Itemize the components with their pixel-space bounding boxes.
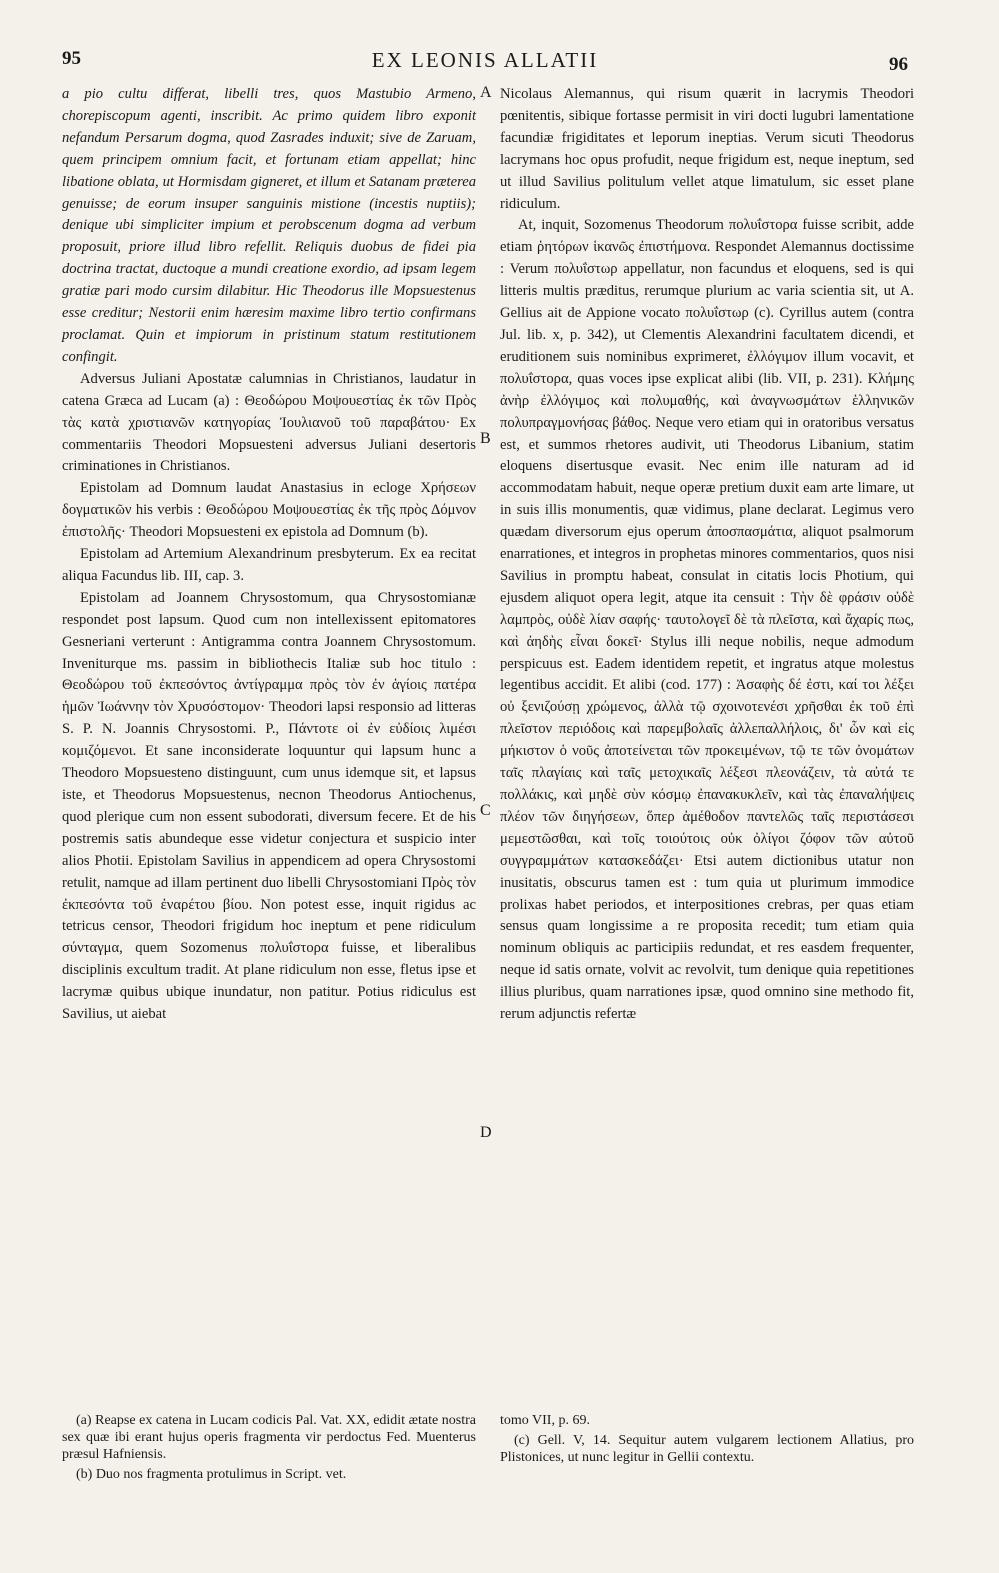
right-paragraph-2: At, inquit, Sozomenus Theodorum πολυΐστορα fuisse scribit, adde etiam ῥητόρων ἱκανῶς ἐπιστήμονα. Respondet Alemannus doctissime : Verum πολυΐστωρ appellatur, non facundus et eloquens, sed is qui litteris multis præditus, rerumque plurium ac varia scientia sit, ut A. Gellius ait de Appione vocato πολυΐστωρ (c). Cyrillus autem (contra Jul. lib. x, p. 342), ut Clementis Alexandrini facultatem dicendi, et eruditionem suis nominibus exprimeret, ἐλλόγιμον illum vocavit, et πολυΐστορα, quas voces ipse explicat alibi (lib. VII, p. 231). Κλήμης ἀνὴρ ἐλλόγιμος καὶ πολυμαθής, καὶ ἀναγνωσμάτων ἑλληνικῶν πολυπραγμονήσας βάθος. Neque vero etiam qui in oratoribus versatus est, et summos rhetores audivit, uti Theodorus Libanium, statim eloquens disertusque evasit. Nec enim ille naturam ad id accommodatam habuit, neque operæ pretium duxit eam arte limare, ut in suis illis monumentis, quæ vidimus, plane declarat. Legimus vero quædam diversorum ejus operum ἀποσπασμάτια, aliquot psalmorum enarrationes, et integros in prophetas minores commentarios, quos nisi Savilius in promptu habeat, consulat in citatis locis Photium, qui ejusdem aliquot opera legit, atque ita censuit : Τὴν δὲ φράσιν οὐδὲ λαμπρὸς, οὐδὲ λίαν σαφής· ταυτολογεῖ δὲ τὰ πλεῖστα, καὶ ἄχαρίς πως, καὶ ἀηδὴς εἶναι δοκεῖ· Stylus illi neque nobilis, neque admodum perspicuus est. Eadem identidem repetit, et ingratus atque molestus legentibus accidit. Et alibi (cod. 177) : Ἀσαφὴς δέ ἐστι, καί τοι λέξει οὐ ξενιζούσῃ χρώμενος, ἀλλὰ τῷ σχοινοτενέσι χρῆσθαι ἐκ τοῦ ἐπὶ πλεῖστον περιόδοις καὶ παρεμβολαῖς ἀλλεπαλλήλοις, δι' ὧν καὶ εἰς μήκιστον ὁ νοῦς ἀποτείνεται τῶν προκειμένων, τῷ τε τῶν ὀνομάτων ταῖς πλαγίαις καὶ ταῖς μετοχικαῖς λέξεσι πλεονάζειν, τὰ αὐτά τε πολλάκις, καὶ μηδὲ σὺν κόσμῳ ἐπανακυκλεῖν, καὶ τὰς ἐπαναλήψεις πλέον τῶν διηγήσεων, ὅπερ ἀμέθοδον παντελῶς ταῖς περιστάσεσι μεμεστῶσθαι, καὶ τοῖς τοιούτοις οὐκ ὀλίγοι ζόφον τῶν αὐτοῦ συγγραμμάτων κατασκεδάζει· Etsi autem dictionibus utatur non inusitatis, obscurus tamen est : tum quia ut plurimum immodice prolixas habet periodos, et interpositiones crebras, per quas etiam sensus quam longissime a re proposita recedit; tum etiam quia nominum obliquis ac participiis redundat, et res easdem frequenter, neque id satis ornate, volvit ac revolvit, tum denique quia repetitiones illius pluribus, quam narrationes ipsæ, quod omnino sine methodo fit, rerum adjunctis refertæ — [500, 217, 914, 1023]
margin-marker-d: D — [480, 1124, 492, 1141]
margin-marker-c: C — [480, 802, 491, 819]
running-header — [62, 48, 908, 82]
margin-marker-b: B — [480, 430, 491, 447]
left-paragraph-1: a pio cultu differat, libelli tres, quos Mastubio Armeno, chorepiscopum agenti, inscribit. Ac primo quidem libro exponit nefandum Persarum dogma, quod Zasrades induxit; sive de Zaruam, quem principem omnium facit, et fortunam etiam appellat; hinc libatione oblata, ut Hormisdam gigneret, et illum et Satanam præterea genuisse; de eorum insuper sanguinis mistione (incestis nuptiis); denique ubi simpliciter impium et perobscenum dogma ad verbum proposuit, priore illud libro refellit. Reliquis duobus de fidei pia doctrina tractat, ductoque a mundi creatione exordio, ad ipsam legem gratiæ pari modo cursim dilabitur. Hic Theodorus ille Mopsuestenus esse creditur; Nestorii enim hæresim maxime libro tertio confirmans proclamat. Quin et impiorum in pristinum statum restitutionem confingit. — [62, 86, 476, 365]
footnote-b: (b) Duo nos fragmenta protulimus in Script. vet. — [76, 1467, 347, 1482]
left-paragraph-2: Adversus Juliani Apostatæ calumnias in Christianos, laudatur in catena Græca ad Lucam (a) : Θεοδώρου Μοψουεστίας ἐκ τῶν Πρὸς τὰς κατὰ χριστιανῶν κατηγορίας Ἰουλιανοῦ τοῦ παραβάτου· Ex commentariis Theodori Mopsuesteni adversus Juliani desertoris criminationes in Christianos. — [62, 370, 476, 475]
footnote-b-continuation: tomo VII, p. 69. — [500, 1413, 590, 1428]
running-title: EX LEONIS ALLATII — [371, 48, 599, 72]
left-paragraph-4: Epistolam ad Artemium Alexandrinum presbyterum. Ex ea recitat aliqua Facundus lib. III, cap. 3. — [62, 546, 476, 584]
left-column — [62, 84, 476, 1026]
left-page-number: 95 — [62, 48, 81, 69]
footnote-c: (c) Gell. V, 14. Sequitur autem vulgarem lectionem Allatius, pro Plistonices, ut nunc legitur in Gellii contextu. — [500, 1433, 914, 1465]
footnotes-left — [62, 1412, 476, 1486]
left-paragraph-3: Epistolam ad Domnum laudat Anastasius in ecloge Χρήσεων δογματικῶν his verbis : Θεοδώρου Μοψουεστίας ἐκ τῆς πρὸς Δόμνον ἐπιστολῆς· Theodori Mopsuesteni ex epistola ad Domnum (b). — [62, 480, 476, 541]
left-paragraph-5: Epistolam ad Joannem Chrysostomum, qua Chrysostomianæ respondet post lapsum. Quod cum non intellexissent epitomatores Gesneriani verterunt : Antigramma contra Joannem Chrysostomum. Inveniturque ms. passim in bibliothecis Italiæ sub hoc titulo : Θεοδώρου τοῦ ἐκπεσόντος ἀντίγραμμα πρὸς τὸν ἐν ἁγίοις πατέρα ἡμῶν Ἰωάννην τὸν Χρυσόστομον· Theodori lapsi responsio ad litteras S. P. N. Joannis Chrysostomi. P., Πάντοτε οἱ ἐν εὐδίοις λιμέσι κομιζόμενοι. Et sane inconsiderate loquuntur qui lapsum hunc a Theodoro Mopsuesteno distinguunt, cum unus idemque sit, et lapsus iste, et Theodorus Mopsuestenus, necnon Theodorus Antiochenus, quod plerique cum non essent subodorati, diversum fecere. Et de his postremis satis abundeque esse videtur conjectura et suspicio inter alios Photii. Epistolam Savilius in appendicem ad opera Chrysostomi retulit, namque ad illam pertinent duo libelli Chrysostomiani Πρὸς τὸν ἐκπεσόντα τοῦ ἐναρέτου βίου. Non potest esse, inquit rigidus ac tetricus censor, Theodori frigidum hoc ineptum et pene ridiculum σύνταγμα, quem Sozomenus πολυΐστορα fuisse, et liberalibus disciplinis excultum tradit. At plane ridiculum non esse, fletus ipse et lacrymæ quibus ubique inundatur, non patitur. Potius ridiculus est Savilius, ut aiebat — [62, 589, 476, 1023]
footnotes-right — [500, 1412, 914, 1469]
footnote-a: (a) Reapse ex catena in Lucam codicis Pal. Vat. XX, edidit ætate nostra sex quæ ibi erant hujus operis fragmenta vir perdoctus Fed. Muenterus præsul Hafniensis. — [62, 1413, 476, 1462]
right-page-number: 96 — [889, 54, 908, 75]
right-column — [500, 84, 914, 1026]
margin-marker-a: A — [480, 84, 492, 101]
right-paragraph-1: Nicolaus Alemannus, qui risum quærit in lacrymis Theodori pœnitentis, sibique fortasse permisit in viri docti lugubri lamentatione facundiæ frigiditates et leporum ineptias. Verum sicuti Theodorus lacrymans hoc opus profudit, neque frigidum est, neque ineptum, sed ut illud Savilius politulum vellet atque limatulum, sic esset plane ridiculum. — [500, 86, 914, 212]
